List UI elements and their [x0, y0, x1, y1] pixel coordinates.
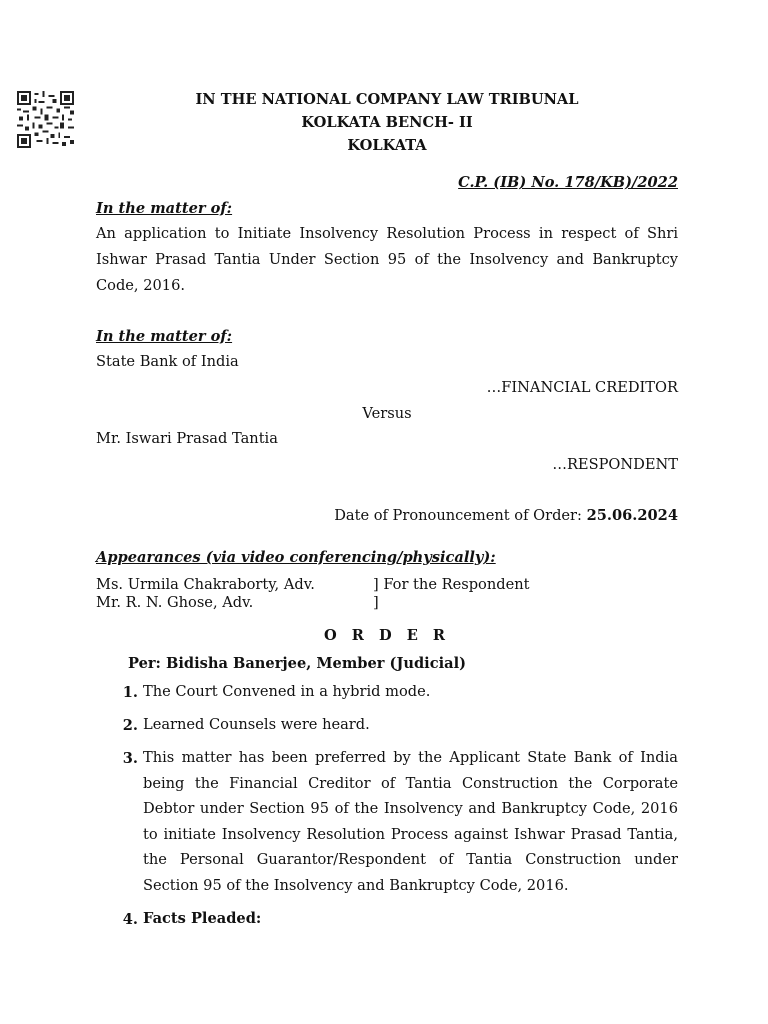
case-number: C.P. (IB) No. 178/KB)/2022 — [458, 174, 678, 191]
list-item: This matter has been preferred by the Applicant State Bank of India being the Financial Creditor of Tantia Construction the Corporate Debtor under Section 95 of the Insolvency and Bankruptcy Code, 2016 to initiate Insolvency Resolution Process against Ishwar Prasad Tantia, the Personal Guarantor/Respondent of Tantia Construction under Section 95 of the Insolvency and Bankruptcy Code, 2016. — [143, 749, 678, 894]
matter-description: An application to Initiate Insolvency Resolution Process in respect of Shri Ishwar Prasad Tantia Under Section 95 of the Insolvency and Bankruptcy Code, 2016. — [96, 225, 678, 294]
qr-code-icon — [17, 91, 74, 148]
versus-label: Versus — [362, 405, 412, 422]
appearance-name: Ms. Urmila Chakraborty, Adv. — [96, 576, 315, 593]
list-number: 4. — [122, 911, 138, 928]
list-item: Facts Pleaded: — [143, 910, 262, 927]
pronouncement-date: 25.06.2024 — [586, 507, 678, 524]
appearances-heading: Appearances (via video conferencing/physically): — [96, 549, 496, 566]
list-item: Learned Counsels were heard. — [143, 716, 370, 733]
appearance-name: Mr. R. N. Ghose, Adv. — [96, 594, 254, 611]
respondent-role: …RESPONDENT — [552, 456, 678, 473]
list-number: 1. — [122, 684, 138, 701]
applicant-name: State Bank of India — [96, 353, 239, 370]
bench-name: KOLKATA BENCH- II — [301, 114, 473, 131]
tribunal-name: IN THE NATIONAL COMPANY LAW TRIBUNAL — [195, 91, 579, 108]
order-title: O R D E R — [323, 627, 451, 644]
respondent-name: Mr. Iswari Prasad Tantia — [96, 430, 278, 447]
list-number: 3. — [122, 750, 138, 767]
pronouncement-label: Date of Pronouncement of Order: — [334, 507, 587, 524]
pronouncement-line — [96, 507, 678, 524]
applicant-role: …FINANCIAL CREDITOR — [486, 379, 678, 396]
list-item: The Court Convened in a hybrid mode. — [143, 683, 431, 700]
location-name: KOLKATA — [347, 137, 427, 154]
list-number: 2. — [122, 717, 138, 734]
appearance-party: ] For the Respondent — [373, 576, 530, 593]
matter-heading-1: In the matter of: — [96, 200, 233, 217]
appearance-party: ] — [373, 594, 379, 611]
order-author: Per: Bidisha Banerjee, Member (Judicial) — [128, 655, 467, 672]
matter-heading-2: In the matter of: — [96, 328, 233, 345]
